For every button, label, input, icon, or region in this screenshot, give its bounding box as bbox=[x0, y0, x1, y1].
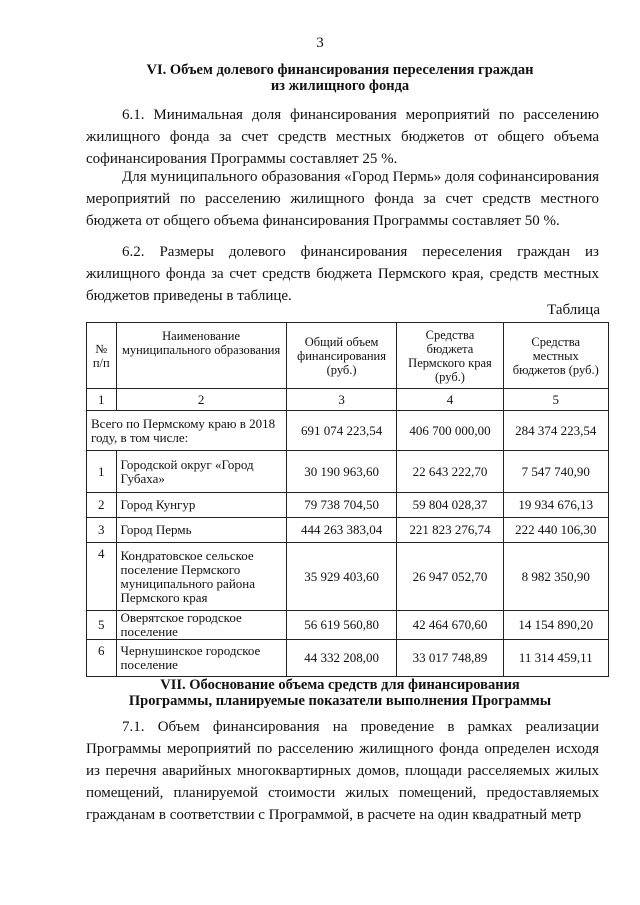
column-number-row bbox=[87, 389, 609, 411]
header-total: Общий объем финансирования (руб.) bbox=[286, 323, 397, 389]
paragraph-6-1-perm: Для муниципального образования «Город Пермь» доля софинансирования мероприятий по расселению жилищного фонда за счет средств местного бюджета от общего объема финансирования Программы составляет 50 %. bbox=[86, 169, 599, 229]
section-6-heading-line1: VI. Объем долевого финансирования переселения граждан bbox=[146, 62, 534, 78]
financing-table bbox=[86, 322, 609, 677]
section-6-heading-line2: из жилищного фонда bbox=[270, 78, 410, 94]
row-local: 14 154 890,20 bbox=[503, 611, 609, 640]
table-header-row bbox=[87, 323, 609, 389]
table-label: Таблица bbox=[547, 302, 600, 318]
row-total: 35 929 403,60 bbox=[286, 543, 397, 611]
page-number: 3 bbox=[316, 35, 324, 51]
total-row bbox=[87, 411, 609, 451]
total-row-total: 691 074 223,54 bbox=[286, 411, 397, 451]
col-number-2: 2 bbox=[116, 389, 286, 411]
row-local: 11 314 459,11 bbox=[503, 640, 609, 677]
row-number: 1 bbox=[87, 451, 117, 493]
col-number-3: 3 bbox=[286, 389, 397, 411]
row-regional: 22 643 222,70 bbox=[397, 451, 503, 493]
col-number-5: 5 bbox=[503, 389, 609, 411]
section-7-heading-line1: VII. Обоснование объема средств для финансирования bbox=[160, 677, 520, 693]
header-name: Наименование муниципального образования bbox=[116, 323, 286, 389]
row-name: Оверятское городское поселение bbox=[116, 611, 286, 640]
row-regional: 26 947 052,70 bbox=[397, 543, 503, 611]
row-name: Городской округ «Город Губаха» bbox=[116, 451, 286, 493]
section-6-heading bbox=[80, 62, 600, 94]
row-number: 2 bbox=[87, 493, 117, 518]
row-number: 3 bbox=[87, 518, 117, 543]
col-number-4: 4 bbox=[397, 389, 503, 411]
table-row bbox=[87, 611, 609, 640]
table-row bbox=[87, 543, 609, 611]
row-number: 6 bbox=[87, 640, 117, 677]
row-total: 56 619 560,80 bbox=[286, 611, 397, 640]
row-regional: 33 017 748,89 bbox=[397, 640, 503, 677]
row-local: 222 440 106,30 bbox=[503, 518, 609, 543]
row-name: Город Пермь bbox=[116, 518, 286, 543]
table-row bbox=[87, 518, 609, 543]
paragraph-6-2: 6.2. Размеры долевого финансирования переселения граждан из жилищного фонда за счет средств бюджета Пермского края, средств местных бюджетов приведены в таблице. bbox=[86, 244, 599, 304]
total-row-local: 284 374 223,54 bbox=[503, 411, 609, 451]
table-row bbox=[87, 640, 609, 677]
section-7-heading bbox=[80, 677, 600, 709]
paragraph-7-1: 7.1. Объем финансирования на проведение в рамках реализации Программы мероприятий по расселению жилищного фонда определен исходя из перечня аварийных многоквартирных домов, площади расселяемых жилых помещений, планируемой стоимости жилых помещений, предоставляемых гражданам в соответствии с Программой, в расчете на один квадратный метр bbox=[86, 719, 599, 823]
row-total: 79 738 704,50 bbox=[286, 493, 397, 518]
row-regional: 59 804 028,37 bbox=[397, 493, 503, 518]
row-total: 444 263 383,04 bbox=[286, 518, 397, 543]
total-row-label: Всего по Пермскому краю в 2018 году, в том числе: bbox=[87, 411, 287, 451]
header-local: Средства местных бюджетов (руб.) bbox=[503, 323, 609, 389]
row-regional: 221 823 276,74 bbox=[397, 518, 503, 543]
row-local: 8 982 350,90 bbox=[503, 543, 609, 611]
row-regional: 42 464 670,60 bbox=[397, 611, 503, 640]
table-row bbox=[87, 493, 609, 518]
paragraph-6-1: 6.1. Минимальная доля финансирования мероприятий по расселению жилищного фонда за счет средств местных бюджетов от общего объема софинансирования Программы составляет 25 %. bbox=[86, 107, 599, 167]
row-local: 19 934 676,13 bbox=[503, 493, 609, 518]
row-local: 7 547 740,90 bbox=[503, 451, 609, 493]
header-number: № п/п bbox=[87, 323, 117, 389]
row-total: 30 190 963,60 bbox=[286, 451, 397, 493]
row-number: 5 bbox=[87, 611, 117, 640]
total-row-regional: 406 700 000,00 bbox=[397, 411, 503, 451]
row-name: Чернушинское городское поселение bbox=[116, 640, 286, 677]
col-number-1: 1 bbox=[87, 389, 117, 411]
row-total: 44 332 208,00 bbox=[286, 640, 397, 677]
row-name: Город Кунгур bbox=[116, 493, 286, 518]
row-name: Кондратовское сельское поселение Пермского муниципального района Пермского края bbox=[116, 543, 286, 611]
header-regional: Средства бюджета Пермского края (руб.) bbox=[397, 323, 503, 389]
row-number: 4 bbox=[87, 543, 117, 611]
table-row bbox=[87, 451, 609, 493]
section-7-heading-line2: Программы, планируемые показатели выполнения Программы bbox=[128, 693, 552, 709]
